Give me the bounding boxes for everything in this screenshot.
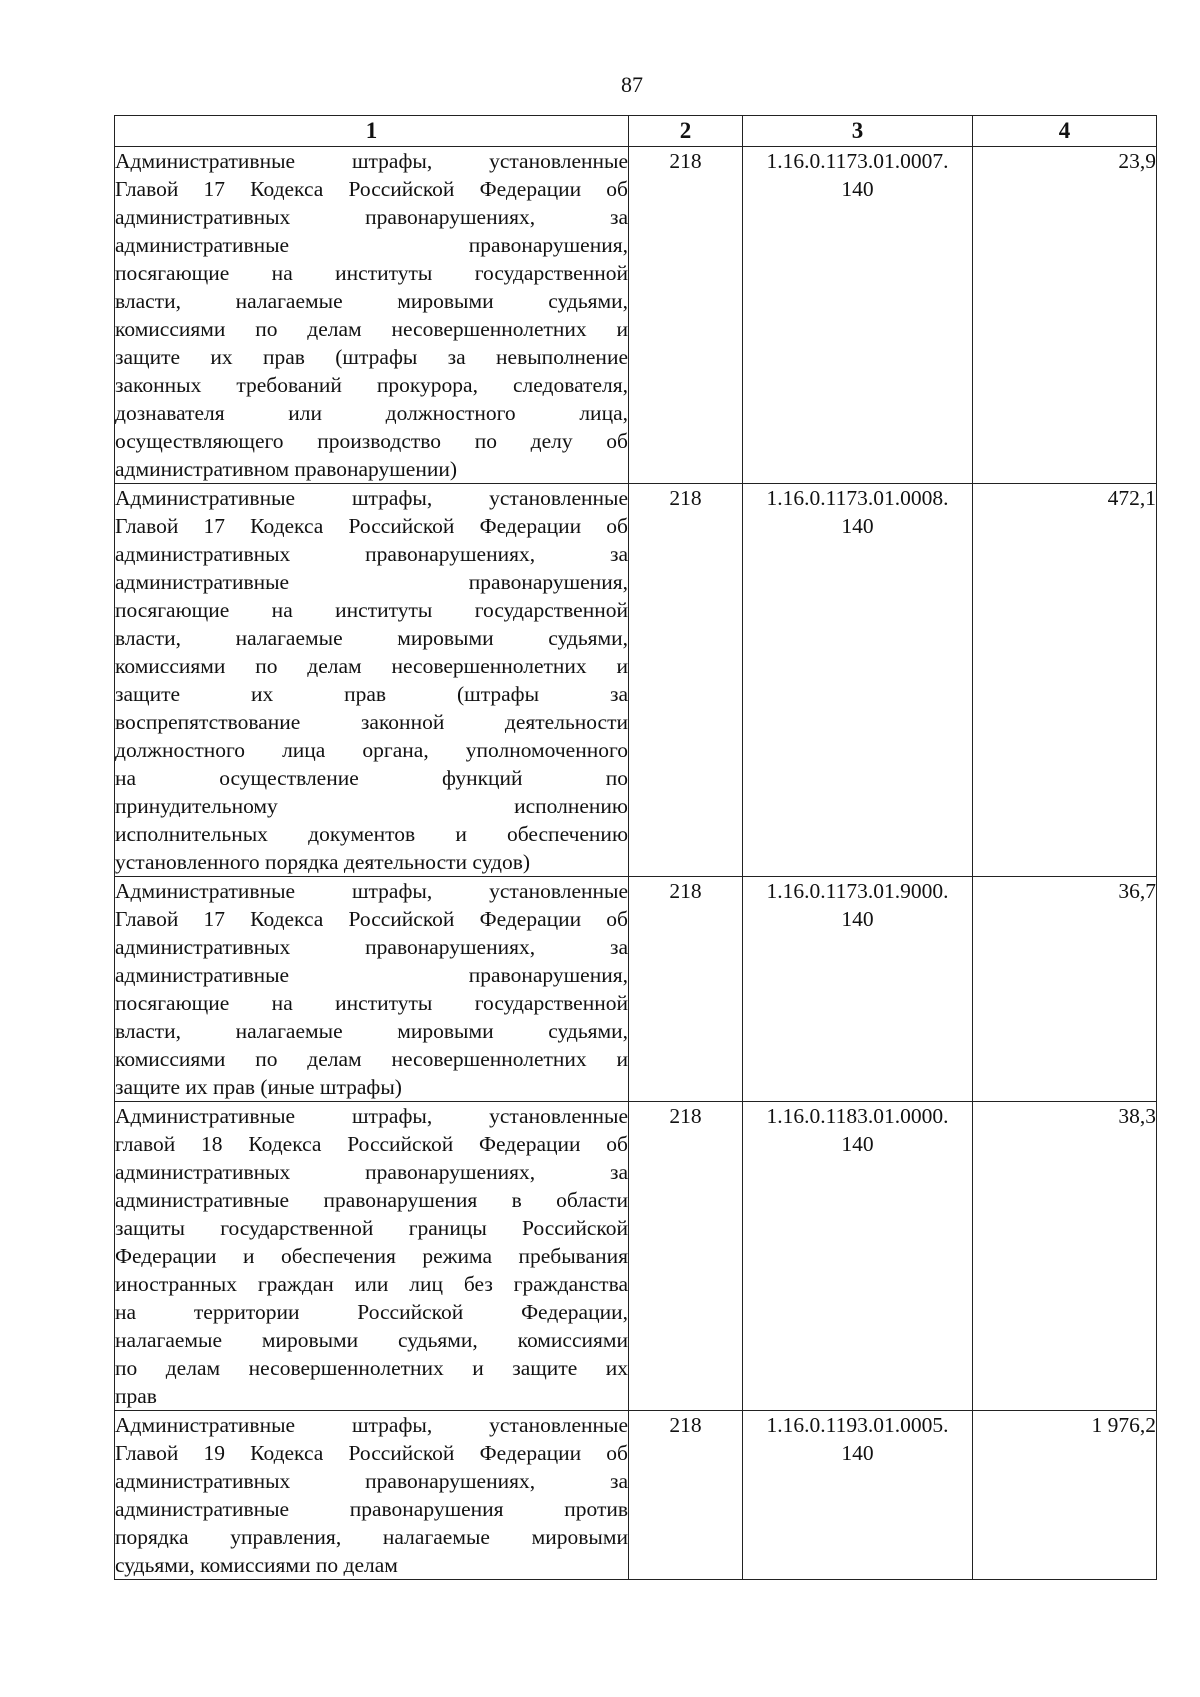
- row-admin-code: 218: [629, 1102, 743, 1411]
- row-kbk-code: [743, 1102, 973, 1411]
- kbk-code-line-1: 1.16.0.1173.01.9000.: [766, 879, 949, 903]
- kbk-code-line-2: 140: [841, 1132, 874, 1156]
- description-line: Главой 17 Кодекса Российской Федерации об: [115, 177, 628, 201]
- description-line: Административные штрафы, установленные: [115, 486, 628, 510]
- description-line: Административные штрафы, установленные: [115, 149, 628, 173]
- row-amount: 472,1: [973, 484, 1157, 877]
- description-line: административных правонарушениях, за: [115, 1160, 628, 1184]
- description-line: Главой 17 Кодекса Российской Федерации об: [115, 514, 628, 538]
- kbk-code-line-1: 1.16.0.1183.01.0000.: [766, 1104, 949, 1128]
- description-line: иностранных граждан или лиц без гражданства: [115, 1272, 628, 1296]
- kbk-code-line-1: 1.16.0.1193.01.0005.: [766, 1413, 949, 1437]
- row-amount: 38,3: [973, 1102, 1157, 1411]
- description-line: защите их прав (иные штрафы): [115, 1075, 402, 1099]
- table-body: [115, 147, 1157, 1580]
- kbk-code-line-1: 1.16.0.1173.01.0008.: [766, 486, 949, 510]
- description-line: власти, налагаемые мировыми судьями,: [115, 626, 628, 650]
- description-line: воспрепятствование законной деятельности: [115, 710, 628, 734]
- table-row: [115, 1102, 1157, 1411]
- column-header-4: 4: [973, 116, 1157, 147]
- kbk-code-line-2: 140: [841, 1441, 874, 1465]
- description-line: на территории Российской Федерации,: [115, 1300, 628, 1324]
- description-line: комиссиями по делам несовершеннолетних и: [115, 654, 628, 678]
- row-kbk-code: [743, 484, 973, 877]
- column-header-3: 3: [743, 116, 973, 147]
- row-admin-code: 218: [629, 1411, 743, 1580]
- row-kbk-code: [743, 877, 973, 1102]
- kbk-code-line-2: 140: [841, 177, 874, 201]
- description-line: прав: [115, 1384, 157, 1408]
- description-line: принудительному исполнению: [115, 794, 628, 818]
- revenue-table: [114, 115, 1157, 1580]
- description-line: защите их прав (штрафы за невыполнение: [115, 345, 628, 369]
- table-header-row: [115, 116, 1157, 147]
- kbk-code-line-2: 140: [841, 907, 874, 931]
- description-line: административных правонарушениях, за: [115, 542, 628, 566]
- description-line: на осуществление функций по: [115, 766, 628, 790]
- row-kbk-code: [743, 147, 973, 484]
- row-admin-code: 218: [629, 484, 743, 877]
- description-line: административных правонарушениях, за: [115, 935, 628, 959]
- row-description: [115, 1102, 629, 1411]
- description-line: посягающие на институты государственной: [115, 991, 628, 1015]
- description-line: административные правонарушения,: [115, 963, 628, 987]
- description-line: Главой 17 Кодекса Российской Федерации об: [115, 907, 628, 931]
- description-line: осуществляющего производство по делу об: [115, 429, 628, 453]
- description-line: законных требований прокурора, следователя,: [115, 373, 628, 397]
- table-row: [115, 877, 1157, 1102]
- description-line: административных правонарушениях, за: [115, 205, 628, 229]
- row-description: [115, 877, 629, 1102]
- description-line: порядка управления, налагаемые мировыми: [115, 1525, 628, 1549]
- description-line: главой 18 Кодекса Российской Федерации об: [115, 1132, 628, 1156]
- description-line: установленного порядка деятельности судов): [115, 850, 531, 874]
- description-line: должностного лица органа, уполномоченного: [115, 738, 628, 762]
- description-line: административные правонарушения,: [115, 233, 628, 257]
- description-line: власти, налагаемые мировыми судьями,: [115, 289, 628, 313]
- description-line: административные правонарушения,: [115, 570, 628, 594]
- description-line: посягающие на институты государственной: [115, 598, 628, 622]
- row-amount: 1 976,2: [973, 1411, 1157, 1580]
- kbk-code-line-2: 140: [841, 514, 874, 538]
- description-line: Федерации и обеспечения режима пребывания: [115, 1244, 628, 1268]
- row-description: [115, 484, 629, 877]
- description-line: исполнительных документов и обеспечению: [115, 822, 628, 846]
- description-line: налагаемые мировыми судьями, комиссиями: [115, 1328, 628, 1352]
- column-header-1: 1: [115, 116, 629, 147]
- column-header-2: 2: [629, 116, 743, 147]
- kbk-code-line-1: 1.16.0.1173.01.0007.: [766, 149, 949, 173]
- description-line: Административные штрафы, установленные: [115, 879, 628, 903]
- description-line: Административные штрафы, установленные: [115, 1104, 628, 1128]
- row-amount: 23,9: [973, 147, 1157, 484]
- description-line: Административные штрафы, установленные: [115, 1413, 628, 1437]
- description-line: комиссиями по делам несовершеннолетних и: [115, 1047, 628, 1071]
- description-line: защиты государственной границы Российской: [115, 1216, 628, 1240]
- page-number: 87: [621, 72, 643, 97]
- description-line: административные правонарушения против: [115, 1497, 628, 1521]
- table-row: [115, 147, 1157, 484]
- description-line: власти, налагаемые мировыми судьями,: [115, 1019, 628, 1043]
- row-description: [115, 1411, 629, 1580]
- description-line: административные правонарушения в области: [115, 1188, 628, 1212]
- description-line: судьями, комиссиями по делам: [115, 1553, 398, 1577]
- description-line: комиссиями по делам несовершеннолетних и: [115, 317, 628, 341]
- description-line: посягающие на институты государственной: [115, 261, 628, 285]
- description-line: защите их прав (штрафы за: [115, 682, 628, 706]
- row-kbk-code: [743, 1411, 973, 1580]
- description-line: административных правонарушениях, за: [115, 1469, 628, 1493]
- table-row: [115, 1411, 1157, 1580]
- table-row: [115, 484, 1157, 877]
- row-admin-code: 218: [629, 147, 743, 484]
- description-line: административном правонарушении): [115, 457, 458, 481]
- description-line: Главой 19 Кодекса Российской Федерации об: [115, 1441, 628, 1465]
- row-description: [115, 147, 629, 484]
- description-line: дознавателя или должностного лица,: [115, 401, 628, 425]
- row-admin-code: 218: [629, 877, 743, 1102]
- row-amount: 36,7: [973, 877, 1157, 1102]
- description-line: по делам несовершеннолетних и защите их: [115, 1356, 628, 1380]
